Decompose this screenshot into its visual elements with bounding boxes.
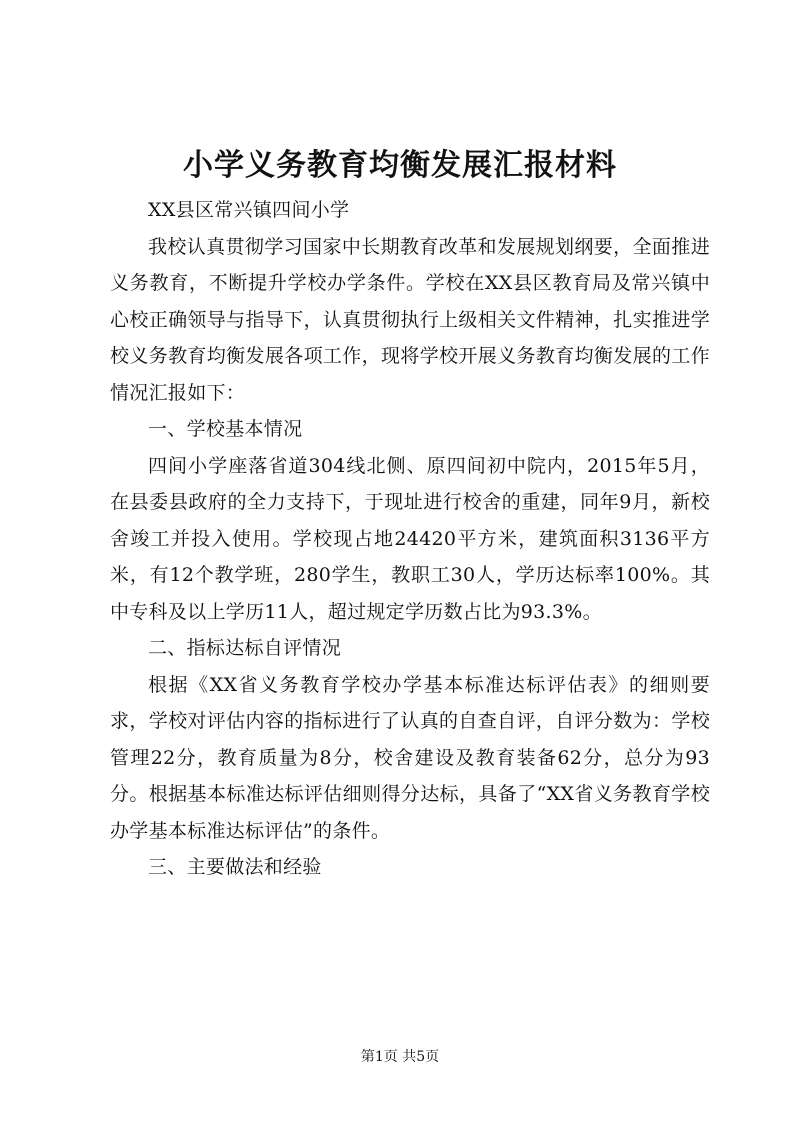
section-heading-1: 一、学校基本情况 [148,418,303,440]
self-evaluation-paragraph: 根据《XX省义务教育学校办学基本标准达标评估表》的细则要求，学校对评估内容的指标进行了认真的自查自评，自评分数为：学校管理22分，教育质量为8分，校舍建设及教育装备62分，总分为93分。根据基本标准达标评估细则得分达标，具备了“XX省义务教育学校办学基本标准达标评估”的条件。 [110,673,710,842]
intro-paragraph: 我校认真贯彻学习国家中长期教育改革和发展规划纲要，全面推进义务教育，不断提升学校办学条件。学校在XX县区教育局及常兴镇中心校正确领导与指导下，认真贯彻执行上级相关文件精神，扎实推进学校义务教育均衡发展各项工作，现将学校开展义务教育均衡发展的工作情况汇报如下： [110,235,710,404]
school-name-line: XX县区常兴镇四间小学 [148,199,350,221]
section-heading-3: 三、主要做法和经验 [148,856,322,878]
page-number-footer: 第1页 共5页 [360,1049,440,1065]
document-title: 小学义务教育均衡发展汇报材料 [183,148,617,183]
basic-info-paragraph: 四间小学座落省道304线北侧、原四间初中院内，2015年5月，在县委县政府的全力支持下，于现址进行校舍的重建，同年9月，新校舍竣工并投入使用。学校现占地24420平方米，建筑面积3136平方米，有12个教学班，280学生，教职工30人，学历达标率100%。其中专科及以上学历11人，超过规定学历数占比为93.3%。 [110,454,710,623]
document-body [110,192,710,886]
section-heading-2: 二、指标达标自评情况 [148,637,342,659]
